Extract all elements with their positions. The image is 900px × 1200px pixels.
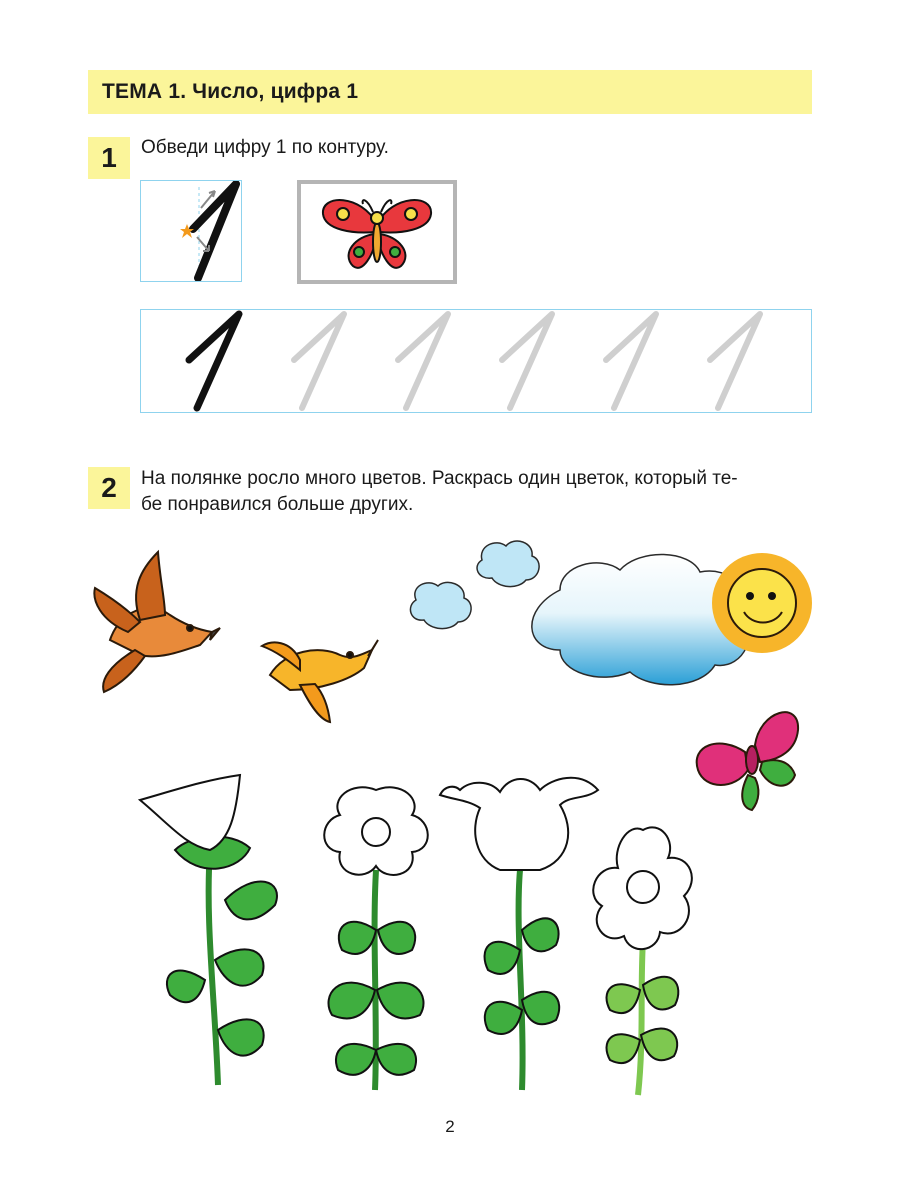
sun-icon	[712, 553, 812, 653]
flower-2-icon	[324, 787, 428, 1090]
trace-digit-gray	[502, 314, 552, 408]
yellow-bird-icon	[262, 640, 378, 722]
task-2-number: 2	[88, 467, 130, 509]
task-2-instruction-line-1: На полянке росло много цветов. Раскрась один цветок, который те-	[141, 468, 738, 489]
meadow-illustration	[0, 530, 900, 1110]
task-1-number: 1	[88, 137, 130, 179]
trace-digit-gray	[398, 314, 448, 408]
page-number: 2	[445, 1117, 455, 1136]
pink-butterfly-icon	[697, 712, 798, 810]
tracing-row[interactable]	[140, 309, 812, 413]
trace-digit-gray	[710, 314, 760, 408]
trace-digit-bold	[189, 314, 239, 408]
digit-sample-box	[140, 180, 242, 282]
butterfly-picture	[297, 180, 457, 284]
trace-digit-gray	[606, 314, 656, 408]
orange-bird-icon	[94, 552, 220, 692]
flower-1-icon	[140, 775, 277, 1085]
flower-3-icon	[440, 778, 598, 1090]
flower-4-icon	[593, 827, 692, 1095]
tracing-digits	[141, 310, 811, 412]
task-1-instruction: Обведи цифру 1 по контуру.	[141, 137, 389, 158]
digit-one-sample	[141, 181, 241, 281]
butterfly-icon	[301, 184, 453, 280]
trace-digit-gray	[294, 314, 344, 408]
small-cloud-icon	[410, 541, 539, 629]
topic-title: ТЕМА 1. Число, цифра 1	[102, 80, 359, 103]
topic-header	[88, 70, 812, 114]
task-2-instruction-line-2: бе понравился больше других.	[141, 494, 414, 515]
